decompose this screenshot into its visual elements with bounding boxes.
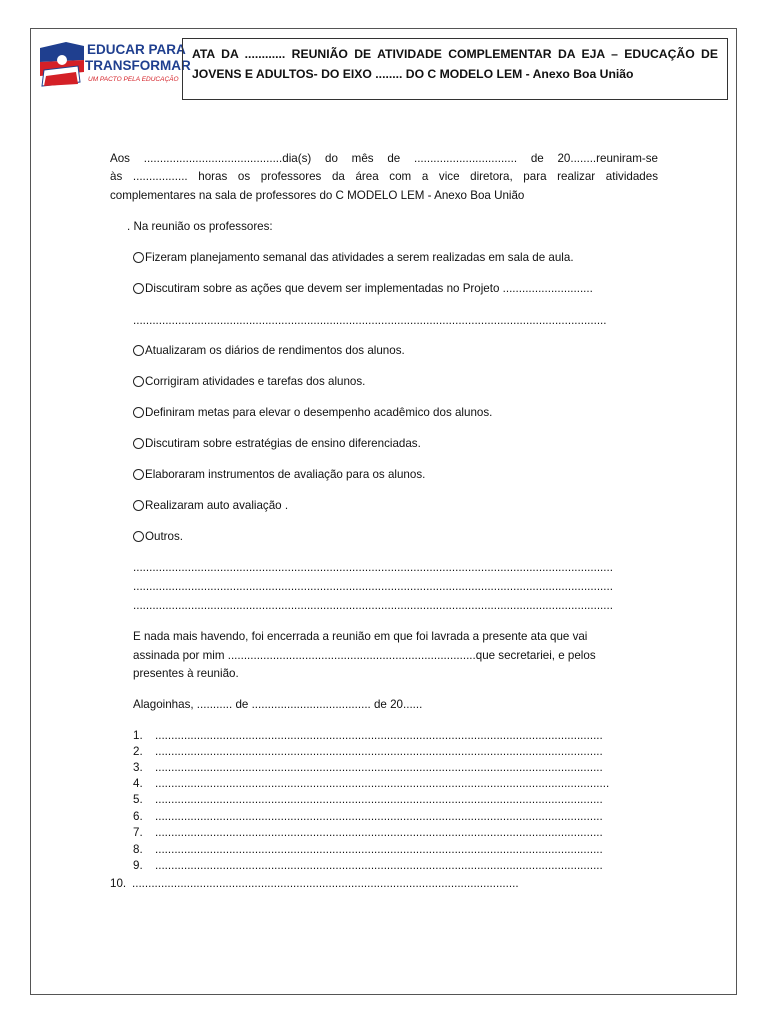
document-header xyxy=(182,38,728,100)
intro-line-3: complementares na sala de professores do C MODELO LEM - Anexo Boa União xyxy=(110,189,525,202)
activity-item: Atualizaram os diários de rendimentos dos alunos. xyxy=(133,343,405,359)
others-line: ..................................................................................................................................................... xyxy=(133,599,613,612)
radio-circle-icon[interactable] xyxy=(133,252,144,263)
header-line-1: ATA DA ............ REUNIÃO DE ATIVIDADE COMPLEMENTAR DA EJA – EDUCAÇÃO DE xyxy=(192,47,718,61)
radio-circle-icon[interactable] xyxy=(133,345,144,356)
radio-circle-icon[interactable] xyxy=(133,407,144,418)
signature-line: 8. ........................................................................................................................................... xyxy=(133,843,603,856)
signature-line: 10. ........................................................................................................................ xyxy=(110,877,519,890)
signature-line: 5. ........................................................................................................................................... xyxy=(133,793,603,806)
intro-line-2: às ................. horas os professores da área com a vice diretora, para realizar atividades xyxy=(110,170,658,183)
signature-line: 9. ........................................................................................................................................... xyxy=(133,859,603,872)
professors-intro: . Na reunião os professores: xyxy=(127,220,273,233)
closing-line-2: assinada por mim .............................................................................que secretariei, e pelos xyxy=(133,649,596,662)
signature-line: 7. ........................................................................................................................................... xyxy=(133,826,603,839)
activity-item: Fizeram planejamento semanal das atividades a serem realizadas em sala de aula. xyxy=(133,250,574,266)
activity-item: Definiram metas para elevar o desempenho acadêmico dos alunos. xyxy=(133,405,492,421)
radio-circle-icon[interactable] xyxy=(133,500,144,511)
closing-line-1: E nada mais havendo, foi encerrada a reunião em que foi lavrada a presente ata que vai xyxy=(133,630,588,643)
others-line: ..................................................................................................................................................... xyxy=(133,580,613,593)
logo-graphic xyxy=(38,40,191,88)
activity-item: Realizaram auto avaliação . xyxy=(133,498,288,514)
closing-line-3: presentes à reunião. xyxy=(133,667,239,680)
radio-circle-icon[interactable] xyxy=(133,376,144,387)
logo-tagline: UM PACTO PELA EDUCAÇÃO xyxy=(88,76,179,83)
signature-line: 4. ............................................................................................................................................. xyxy=(133,777,610,790)
activity-item: Corrigiram atividades e tarefas dos alunos. xyxy=(133,374,365,390)
radio-circle-icon[interactable] xyxy=(133,531,144,542)
educar-para-transformar-logo xyxy=(38,40,191,88)
activity-item: Elaboraram instrumentos de avaliação para os alunos. xyxy=(133,467,425,483)
project-continuation-line: ................................................................................................................................................... xyxy=(133,314,607,327)
signature-line: 3. ........................................................................................................................................... xyxy=(133,761,603,774)
radio-circle-icon[interactable] xyxy=(133,438,144,449)
header-line-2: JOVENS E ADULTOS- DO EIXO ........ DO C MODELO LEM - Anexo Boa União xyxy=(192,67,634,81)
radio-circle-icon[interactable] xyxy=(133,283,144,294)
signature-line: 2. ........................................................................................................................................... xyxy=(133,745,603,758)
activity-item: Discutiram sobre estratégias de ensino diferenciadas. xyxy=(133,436,421,452)
logo-line1: EDUCAR PARA xyxy=(87,42,186,57)
signature-line: 6. ........................................................................................................................................... xyxy=(133,810,603,823)
others-line: ..................................................................................................................................................... xyxy=(133,561,613,574)
logo-line2: TRANSFORMAR xyxy=(85,58,191,73)
intro-line-1: Aos ...........................................dia(s) do mês de ................................ de 20........reuniram-se xyxy=(110,152,658,165)
radio-circle-icon[interactable] xyxy=(133,469,144,480)
activity-item: Outros. xyxy=(133,529,183,545)
date-line: Alagoinhas, ........... de ..................................... de 20...... xyxy=(133,698,423,711)
signature-line: 1. ........................................................................................................................................... xyxy=(133,729,603,742)
activity-item: Discutiram sobre as ações que devem ser implementadas no Projeto ............................ xyxy=(133,281,593,297)
